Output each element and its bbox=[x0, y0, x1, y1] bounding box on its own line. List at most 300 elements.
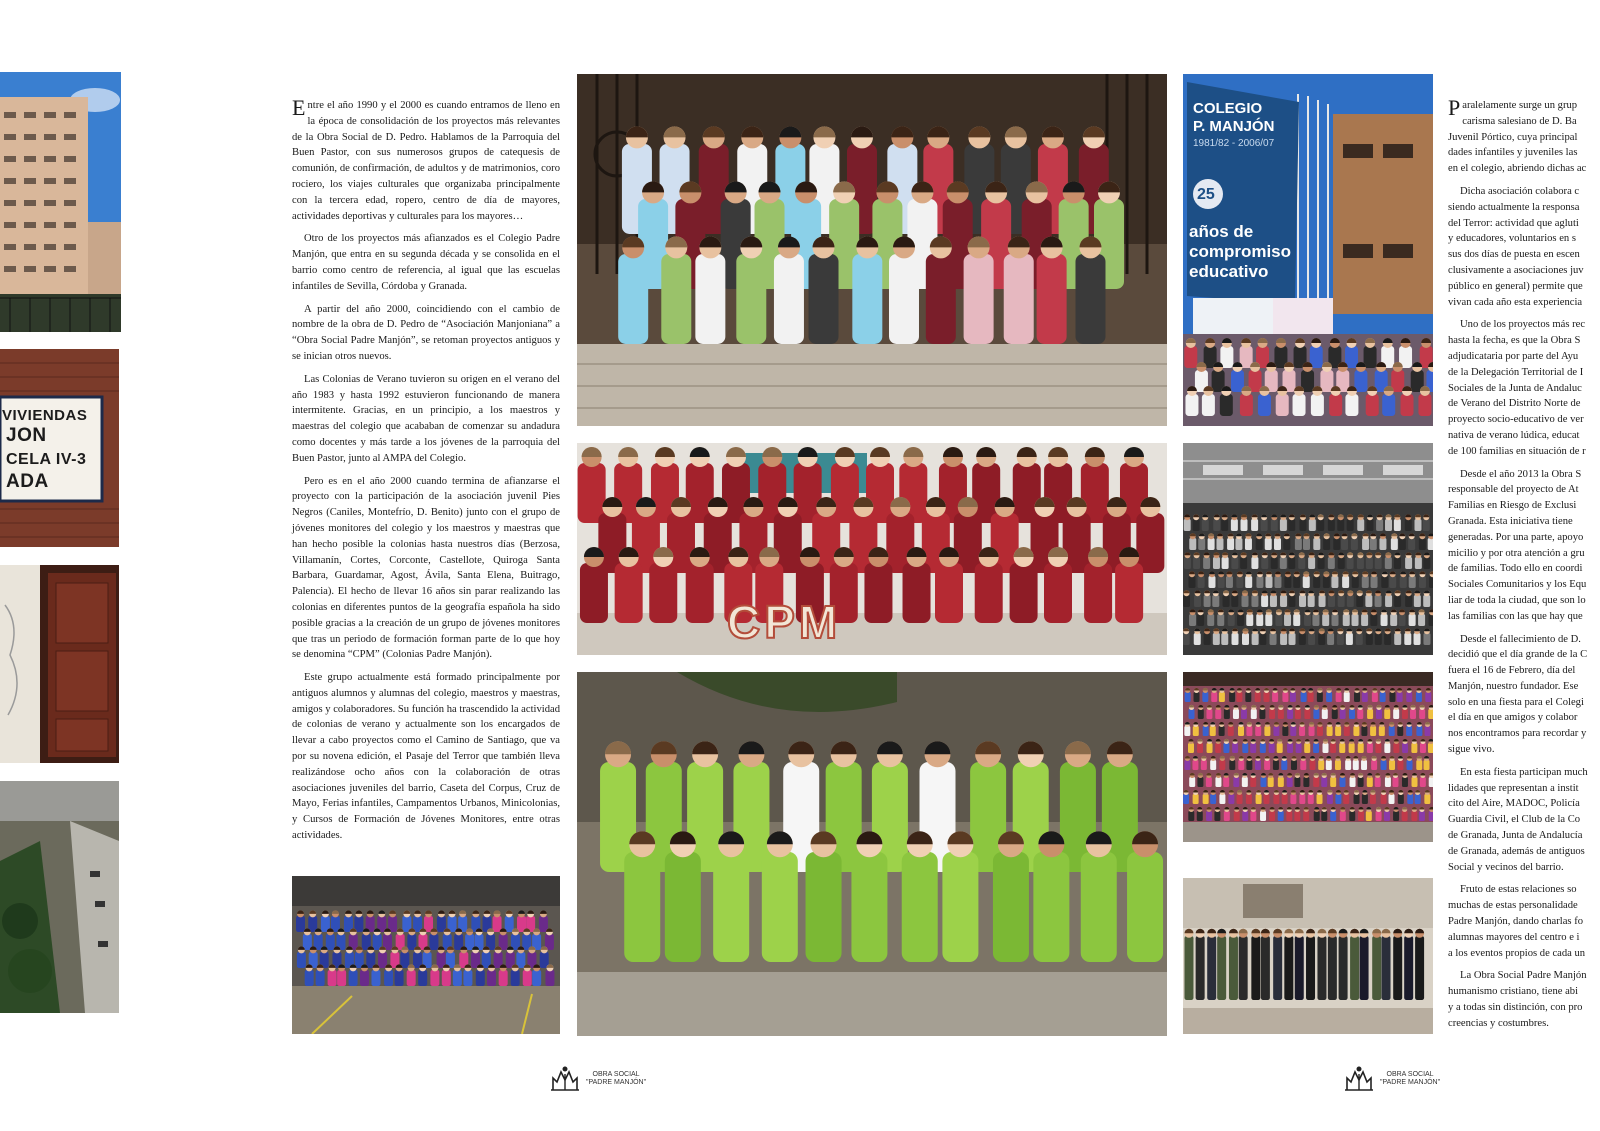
person-figure bbox=[1246, 614, 1253, 626]
person-figure bbox=[1194, 595, 1201, 607]
person-figure bbox=[1293, 576, 1300, 588]
person-figure bbox=[1294, 811, 1300, 821]
person-figure bbox=[1418, 614, 1425, 626]
person-figure bbox=[1322, 614, 1329, 626]
person-figure bbox=[1237, 614, 1244, 626]
person-figure bbox=[1361, 726, 1367, 736]
person-figure bbox=[1303, 777, 1309, 787]
person-figure bbox=[1010, 563, 1038, 623]
person-figure bbox=[1270, 595, 1277, 607]
person-figure bbox=[1217, 936, 1226, 1000]
person-figure bbox=[1308, 595, 1315, 607]
paragraph: Uno de los proyectos más rec hasta la fecha, es que la Obra S adjudicataria por parte del Ayu de la Delegación Territorial de I Sociales de la Junta de Andaluc de Verano del Distrito Norte de proyecto socio-educativo de ver nativa de verano lúdica, educat de 100 familias en situación de r bbox=[1448, 319, 1586, 457]
person-figure bbox=[889, 254, 919, 344]
person-figure bbox=[1193, 794, 1199, 804]
person-figure bbox=[1321, 777, 1327, 787]
person-figure bbox=[1284, 576, 1291, 588]
person-figure bbox=[1353, 726, 1359, 736]
person-figure bbox=[1423, 557, 1430, 569]
person-figure bbox=[1271, 519, 1278, 531]
person-figure bbox=[1215, 709, 1221, 719]
person-figure bbox=[1317, 726, 1323, 736]
person-figure bbox=[296, 916, 305, 932]
person-figure bbox=[1246, 794, 1252, 804]
street-sign-line-3: CELA IV-3 bbox=[6, 451, 87, 468]
person-figure bbox=[1419, 538, 1426, 550]
person-figure bbox=[1328, 519, 1335, 531]
person-figure bbox=[1222, 557, 1229, 569]
person-figure bbox=[1303, 538, 1310, 550]
footer-logo-left bbox=[548, 1064, 646, 1094]
person-figure bbox=[1298, 557, 1305, 569]
person-figure bbox=[1196, 936, 1205, 1000]
person-figure bbox=[1411, 743, 1417, 753]
person-figure bbox=[649, 563, 677, 623]
person-figure bbox=[1197, 811, 1203, 821]
person-figure bbox=[1328, 595, 1335, 607]
person-figure bbox=[1282, 794, 1288, 804]
person-figure bbox=[1227, 538, 1234, 550]
person-figure bbox=[1188, 576, 1195, 588]
person-figure bbox=[993, 852, 1029, 962]
person-figure bbox=[903, 563, 931, 623]
person-figure bbox=[580, 563, 608, 623]
person-figure bbox=[1380, 692, 1386, 702]
person-figure bbox=[1223, 777, 1229, 787]
person-figure bbox=[1213, 519, 1220, 531]
person-figure bbox=[1255, 692, 1261, 702]
person-figure bbox=[1193, 557, 1200, 569]
paragraph: Este grupo actualmente está formado principalmente por antiguos alumnos y alumnas del colegio, maestros y maestras, amigos y colaboradores. Su función ha trascendido la actividad de colonias de verano y actualmente son los encargados de llevar a cabo proyectos como el Camino de Santiago, que va por su novena edición, el Pasaje del Terror que también lleva realizándose ocho años con la colaboración de otras asociaciones juveniles del barrio, Caseta del Corpus, Cruz de Mayo, Ferias infantiles, Campamentos Urbanos, Minicolonias, y Cursos de Formación de Jóvenes Monitores, entre otras actividades. bbox=[292, 672, 560, 842]
person-figure bbox=[975, 563, 1003, 623]
banner-line-5: educativo bbox=[1189, 262, 1269, 281]
person-figure bbox=[1414, 519, 1421, 531]
person-figure bbox=[1349, 709, 1355, 719]
person-figure bbox=[1273, 936, 1282, 1000]
person-figure bbox=[1415, 936, 1424, 1000]
crown-emblem-icon bbox=[548, 1064, 582, 1094]
person-figure bbox=[1393, 811, 1399, 821]
person-figure bbox=[1268, 777, 1274, 787]
person-figure bbox=[1296, 743, 1302, 753]
person-figure bbox=[1241, 595, 1248, 607]
person-figure bbox=[1229, 760, 1235, 770]
person-figure bbox=[1185, 692, 1191, 702]
person-figure bbox=[1259, 633, 1266, 645]
person-figure bbox=[1270, 633, 1277, 645]
person-figure bbox=[1311, 394, 1324, 416]
person-figure bbox=[1204, 633, 1211, 645]
person-figure bbox=[1364, 346, 1377, 368]
photo-group-church-steps bbox=[577, 74, 1167, 426]
person-figure bbox=[1301, 692, 1307, 702]
person-figure bbox=[1256, 576, 1263, 588]
person-figure bbox=[303, 934, 312, 950]
person-figure bbox=[1299, 633, 1306, 645]
person-figure bbox=[1184, 519, 1191, 531]
person-figure bbox=[1385, 557, 1392, 569]
person-figure bbox=[1397, 726, 1403, 736]
person-figure bbox=[1198, 538, 1205, 550]
person-figure bbox=[1184, 346, 1197, 368]
person-figure bbox=[1219, 692, 1225, 702]
paragraph: Las Colonias de Verano tuvieron su origen en el verano del año 1983 y hasta 1992 estuvieron funcionando de manera intermitente. Gracias, en un principio, a los maestros y maestras del colegio que acababan de comenzar su andadura como docentes y más tarde a los jóvenes de la parroquia del Buen Pastor, junto al AMPA del Colegio. bbox=[292, 373, 560, 464]
person-figure bbox=[618, 254, 648, 344]
person-figure bbox=[1379, 726, 1385, 736]
person-figure bbox=[1389, 726, 1395, 736]
paragraph: Pero es en el año 2000 cuando termina de afianzarse el proyecto con la participación de la asociación juvenil Pies Negros (Caniles, Montefrío, D. Benito) junto con el grupo de jóvenes monitores del colegio y los maestros y maestras que han hecho posible la colonias hasta nuestros días (Berzosa, Villamanín, Cortes, Corconte, Castellote, Quiroga Santa Barbara, Guardamar, Agost, Ávila, Santa Elena, Buitrago, Palencia). El hecho de llevar 16 años sin parar realizando las colonias en diferentes puntos de la geografía española ha sido posible gracias a la creación de un grupo de jóvenes monitores que tras un periodo de formación forman parte de lo que hoy se denomina “CPM” (Colonias Padre Manjón). bbox=[292, 475, 560, 661]
person-figure bbox=[1184, 760, 1190, 770]
person-figure bbox=[1299, 794, 1305, 804]
person-figure bbox=[1251, 557, 1258, 569]
person-figure bbox=[1326, 692, 1332, 702]
person-figure bbox=[1294, 777, 1300, 787]
person-figure bbox=[1337, 519, 1344, 531]
person-figure bbox=[1207, 743, 1213, 753]
person-figure bbox=[1318, 633, 1325, 645]
person-figure bbox=[695, 254, 725, 344]
person-figure bbox=[1329, 394, 1342, 416]
person-figure bbox=[1219, 726, 1225, 736]
person-figure bbox=[378, 952, 387, 968]
person-figure bbox=[1327, 633, 1334, 645]
person-figure bbox=[1226, 576, 1233, 588]
person-figure bbox=[1242, 743, 1248, 753]
person-figure bbox=[1210, 726, 1216, 736]
person-figure bbox=[1416, 726, 1422, 736]
person-figure bbox=[505, 916, 514, 932]
person-figure bbox=[1362, 538, 1369, 550]
person-figure bbox=[1246, 760, 1252, 770]
person-figure bbox=[1242, 811, 1248, 821]
person-figure bbox=[1317, 519, 1324, 531]
person-figure bbox=[1317, 936, 1326, 1000]
person-figure bbox=[1236, 576, 1243, 588]
photo-building-facade bbox=[0, 72, 121, 332]
photo-cpm-maroon-group bbox=[577, 443, 1167, 655]
person-figure bbox=[1332, 709, 1338, 719]
person-figure bbox=[1340, 709, 1346, 719]
person-figure bbox=[1265, 576, 1272, 588]
person-figure bbox=[1337, 633, 1344, 645]
person-figure bbox=[1288, 519, 1295, 531]
person-figure bbox=[1423, 595, 1430, 607]
person-figure bbox=[1385, 519, 1392, 531]
person-figure bbox=[1394, 595, 1401, 607]
person-figure bbox=[305, 970, 314, 986]
person-figure bbox=[1393, 743, 1399, 753]
person-figure bbox=[1189, 709, 1195, 719]
person-figure bbox=[1366, 557, 1373, 569]
person-figure bbox=[1375, 633, 1382, 645]
person-figure bbox=[1197, 743, 1203, 753]
person-figure bbox=[1115, 563, 1143, 623]
person-figure bbox=[1375, 595, 1382, 607]
person-figure bbox=[1314, 811, 1320, 821]
person-figure bbox=[1287, 709, 1293, 719]
person-figure bbox=[1228, 794, 1234, 804]
person-figure bbox=[1295, 936, 1304, 1000]
photo-blue-shirts-group bbox=[292, 876, 560, 1034]
person-figure bbox=[926, 254, 956, 344]
photo-church-door bbox=[0, 565, 119, 763]
person-figure bbox=[1345, 760, 1351, 770]
person-figure bbox=[1290, 726, 1296, 736]
person-figure bbox=[1259, 709, 1265, 719]
person-figure bbox=[1318, 760, 1324, 770]
person-figure bbox=[1393, 709, 1399, 719]
person-figure bbox=[1251, 519, 1258, 531]
person-figure bbox=[1290, 692, 1296, 702]
person-figure bbox=[1223, 743, 1229, 753]
person-figure bbox=[487, 970, 496, 986]
person-figure bbox=[1384, 633, 1391, 645]
person-figure bbox=[1414, 595, 1421, 607]
person-figure bbox=[349, 970, 358, 986]
person-figure bbox=[545, 970, 554, 986]
photo-street-sign bbox=[0, 349, 119, 547]
person-figure bbox=[395, 970, 404, 986]
person-figure bbox=[1221, 633, 1228, 645]
person-figure bbox=[1326, 760, 1332, 770]
person-figure bbox=[1264, 760, 1270, 770]
person-figure bbox=[1409, 576, 1416, 588]
person-figure bbox=[1229, 936, 1238, 1000]
person-figure bbox=[686, 563, 714, 623]
person-figure bbox=[1232, 743, 1238, 753]
person-figure bbox=[1401, 394, 1414, 416]
person-figure bbox=[1429, 811, 1433, 821]
photo-auditorium-audience bbox=[1183, 443, 1433, 655]
person-figure bbox=[1265, 538, 1272, 550]
person-figure bbox=[1429, 614, 1433, 626]
person-figure bbox=[463, 970, 472, 986]
person-figure bbox=[1330, 811, 1336, 821]
person-figure bbox=[1402, 709, 1408, 719]
person-figure bbox=[1277, 743, 1283, 753]
person-figure bbox=[1370, 538, 1377, 550]
person-figure bbox=[1370, 794, 1376, 804]
person-figure bbox=[1203, 557, 1210, 569]
person-figure bbox=[316, 970, 325, 986]
person-figure bbox=[1216, 538, 1223, 550]
person-figure bbox=[1405, 519, 1412, 531]
person-figure bbox=[1269, 811, 1275, 821]
person-figure bbox=[1394, 633, 1401, 645]
person-figure bbox=[1339, 777, 1345, 787]
person-figure bbox=[1185, 394, 1198, 416]
person-figure bbox=[1286, 811, 1292, 821]
person-figure bbox=[1381, 614, 1388, 626]
person-figure bbox=[1382, 936, 1391, 1000]
person-figure bbox=[1203, 794, 1209, 804]
person-figure bbox=[1428, 743, 1433, 753]
person-figure bbox=[360, 970, 369, 986]
person-figure bbox=[1338, 595, 1345, 607]
person-figure bbox=[1281, 760, 1287, 770]
person-figure bbox=[1354, 794, 1360, 804]
person-figure bbox=[1429, 777, 1433, 787]
person-figure bbox=[1284, 614, 1291, 626]
person-figure bbox=[1408, 538, 1415, 550]
person-figure bbox=[1299, 726, 1305, 736]
person-figure bbox=[1280, 595, 1287, 607]
person-figure bbox=[1295, 709, 1301, 719]
crown-emblem-icon bbox=[1342, 1064, 1376, 1094]
person-figure bbox=[1349, 743, 1355, 753]
person-figure bbox=[1202, 692, 1208, 702]
person-figure bbox=[1414, 633, 1421, 645]
person-figure bbox=[1269, 743, 1275, 753]
person-figure bbox=[665, 852, 701, 962]
person-figure bbox=[1273, 726, 1279, 736]
person-figure bbox=[1313, 576, 1320, 588]
person-figure bbox=[1323, 576, 1330, 588]
person-figure bbox=[1255, 726, 1261, 736]
person-figure bbox=[1197, 777, 1203, 787]
person-figure bbox=[442, 970, 451, 986]
paragraph: En esta fiesta participan much lidades que representan a instit cito del Aire, MADOC, Policía Guardia Civil, el Club de la Co de Granada, Junta de Andalucía de Granada, además de antiguos Social y vecinos del barrio. bbox=[1448, 766, 1588, 873]
person-figure bbox=[1304, 614, 1311, 626]
person-figure bbox=[1044, 563, 1072, 623]
person-figure bbox=[1381, 760, 1387, 770]
person-figure bbox=[1269, 709, 1275, 719]
person-figure bbox=[1323, 538, 1330, 550]
person-figure bbox=[1330, 777, 1336, 787]
person-figure bbox=[661, 254, 691, 344]
person-figure bbox=[1400, 576, 1407, 588]
person-figure bbox=[1317, 794, 1323, 804]
person-figure bbox=[762, 852, 798, 962]
person-figure bbox=[1338, 557, 1345, 569]
person-figure bbox=[1233, 709, 1239, 719]
person-figure bbox=[1391, 370, 1404, 392]
person-figure bbox=[1188, 811, 1194, 821]
person-figure bbox=[1409, 614, 1416, 626]
person-figure bbox=[1406, 692, 1412, 702]
person-figure bbox=[1410, 709, 1416, 719]
person-figure bbox=[1366, 394, 1379, 416]
footer-logo-right bbox=[1342, 1064, 1440, 1094]
person-figure bbox=[1344, 692, 1350, 702]
person-figure bbox=[1319, 595, 1326, 607]
person-figure bbox=[1274, 538, 1281, 550]
person-figure bbox=[1428, 709, 1433, 719]
person-figure bbox=[1424, 760, 1430, 770]
person-figure bbox=[1362, 794, 1368, 804]
person-figure bbox=[1371, 760, 1377, 770]
person-figure bbox=[1217, 614, 1224, 626]
person-figure bbox=[1280, 519, 1287, 531]
person-figure bbox=[1347, 519, 1354, 531]
paragraph: Otro de los proyectos más afianzados es el Colegio Padre Manjón, que entra en su segunda década y se consolida en el barrio como centro de referencia, al igual que las escuelas infantiles de Sevilla, Córdoba y Granada. bbox=[292, 233, 560, 292]
person-figure bbox=[1384, 743, 1390, 753]
person-figure bbox=[1424, 794, 1430, 804]
person-figure bbox=[1207, 614, 1214, 626]
person-figure bbox=[1207, 936, 1216, 1000]
person-figure bbox=[1238, 726, 1244, 736]
person-figure bbox=[1366, 811, 1372, 821]
person-figure bbox=[1306, 936, 1315, 1000]
person-figure bbox=[1202, 519, 1209, 531]
person-figure bbox=[1211, 692, 1217, 702]
person-figure bbox=[1282, 692, 1288, 702]
person-figure bbox=[1385, 777, 1391, 787]
person-figure bbox=[1357, 709, 1363, 719]
person-figure bbox=[476, 970, 485, 986]
person-figure bbox=[1309, 726, 1315, 736]
person-figure bbox=[1360, 936, 1369, 1000]
person-figure bbox=[1194, 633, 1201, 645]
person-figure bbox=[1375, 743, 1381, 753]
paragraph: Entre el año 1990 y el 2000 es cuando entramos de lleno en la época de consolidación de los proyectos más relevantes de la Obra Social de D. Pedro. Hablamos de la Parroquia del Buen Pastor, con sus numerosos grupos de catequesis de comunión, de confirmación, de adultos y de matrimonios, coro rociero, los viajes culturales que organizaba principalmente con la tercera edad, ropero, centro de día de mayores, actividades deportivas y culturales para los mayores… bbox=[292, 95, 560, 222]
person-figure bbox=[1278, 811, 1284, 821]
person-figure bbox=[1290, 794, 1296, 804]
person-figure bbox=[1384, 811, 1390, 821]
banner-line-4: compromiso bbox=[1189, 242, 1292, 261]
person-figure bbox=[1402, 811, 1408, 821]
person-figure bbox=[1416, 692, 1422, 702]
person-figure bbox=[1375, 777, 1381, 787]
person-figure bbox=[1184, 726, 1190, 736]
person-figure bbox=[1411, 811, 1417, 821]
paragraph: Paralelamente surge un grup carisma salesiano de D. Ba Juvenil Pórtico, cuya principal dades infantiles y juveniles las en el colegio, abriendo dichas ac bbox=[1448, 98, 1587, 175]
person-figure bbox=[1241, 519, 1248, 531]
person-figure bbox=[1308, 633, 1315, 645]
person-figure bbox=[1343, 794, 1349, 804]
person-figure bbox=[1242, 633, 1249, 645]
person-figure bbox=[1308, 692, 1314, 702]
street-sign-line-4: ADA bbox=[6, 471, 49, 492]
person-figure bbox=[1242, 777, 1248, 787]
person-figure bbox=[1246, 726, 1252, 736]
person-figure bbox=[1261, 595, 1268, 607]
person-figure bbox=[1419, 709, 1425, 719]
person-figure bbox=[1304, 709, 1310, 719]
person-figure bbox=[1241, 709, 1247, 719]
person-figure bbox=[1335, 794, 1341, 804]
person-figure bbox=[1250, 811, 1256, 821]
person-figure bbox=[1210, 760, 1216, 770]
person-figure bbox=[1425, 692, 1431, 702]
person-figure bbox=[1332, 614, 1339, 626]
person-figure bbox=[1379, 538, 1386, 550]
person-figure bbox=[1376, 519, 1383, 531]
person-figure bbox=[1214, 811, 1220, 821]
person-figure bbox=[1354, 370, 1367, 392]
person-figure bbox=[1394, 519, 1401, 531]
person-figure bbox=[1210, 794, 1216, 804]
person-figure bbox=[1260, 811, 1266, 821]
article-right-column bbox=[1448, 98, 1600, 1039]
person-figure bbox=[1278, 777, 1284, 787]
person-figure bbox=[1398, 794, 1404, 804]
person-figure bbox=[1370, 726, 1376, 736]
person-figure bbox=[1317, 692, 1323, 702]
person-figure bbox=[465, 934, 474, 950]
person-figure bbox=[964, 254, 994, 344]
person-figure bbox=[1299, 519, 1306, 531]
person-figure bbox=[1340, 811, 1346, 821]
person-figure bbox=[493, 916, 502, 932]
person-figure bbox=[1425, 726, 1431, 736]
person-figure bbox=[371, 970, 380, 986]
person-figure bbox=[1252, 633, 1259, 645]
person-figure bbox=[1357, 519, 1364, 531]
person-figure bbox=[1358, 743, 1364, 753]
person-figure bbox=[1256, 538, 1263, 550]
person-figure bbox=[1351, 538, 1358, 550]
